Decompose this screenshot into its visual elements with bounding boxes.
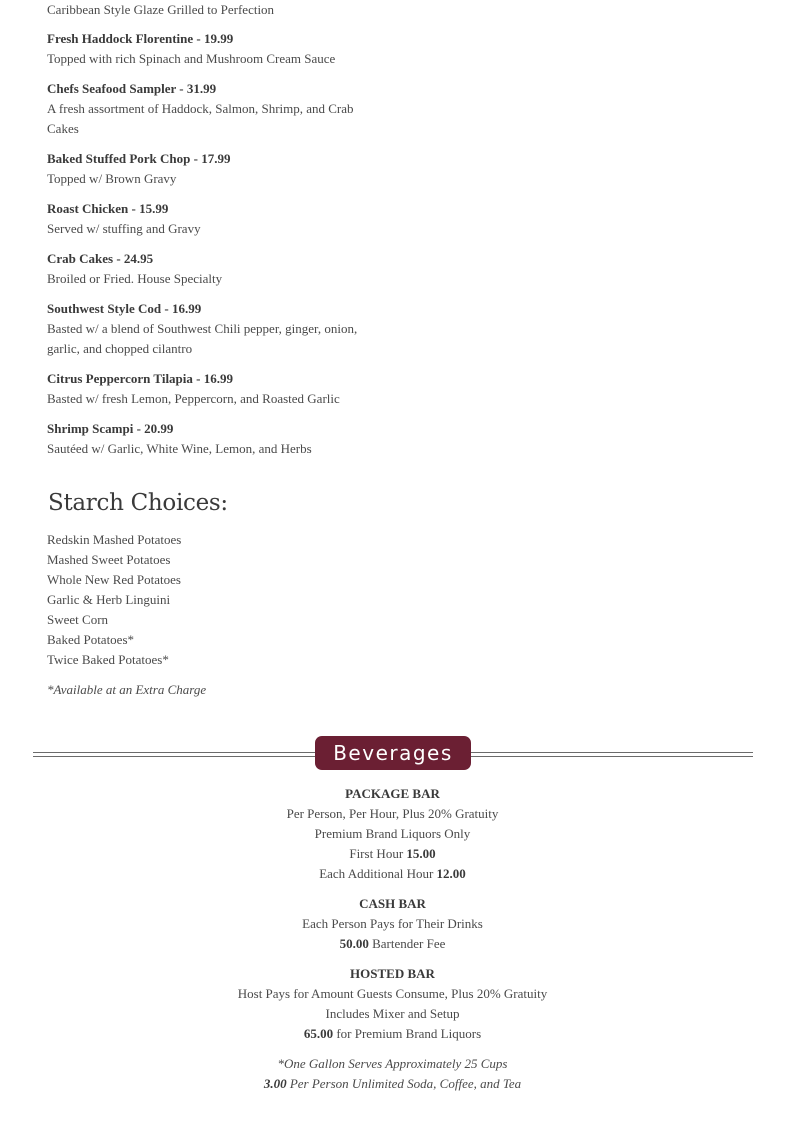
entree-name: Chefs Seafood Sampler - 31.99 [47,81,217,96]
starch-title: Starch Choices: [48,490,228,516]
hosted-price: 65.00 [303,1026,334,1041]
entree-description: Broiled or Fried. House Specialty [47,271,223,286]
entree-item [47,299,377,359]
package-bar-heading: PACKAGE BAR [345,786,440,801]
soda-price: 3.00 [263,1076,287,1091]
entree-item [47,29,377,69]
entree-description: Basted w/ fresh Lemon, Peppercorn, and Roasted Garlic [47,391,340,406]
package-first-hour [0,844,785,864]
soda-note [0,1074,785,1094]
entree-item [47,249,377,289]
starch-item: Mashed Sweet Potatoes [47,552,171,567]
entree-description: Served w/ stuffing and Gravy [47,221,201,236]
starch-item: Twice Baked Potatoes* [47,652,169,667]
hosted-price-label: for Premium Brand Liquors [336,1026,482,1041]
entree-name: Southwest Style Cod - 16.99 [47,301,202,316]
hosted-bar-price [0,1024,785,1044]
entree-name: Fresh Haddock Florentine - 19.99 [47,31,234,46]
entree-name: Citrus Peppercorn Tilapia - 16.99 [47,371,233,386]
entree-description: Sautéed w/ Garlic, White Wine, Lemon, and Herbs [47,441,312,456]
entree-name: Crab Cakes - 24.95 [47,251,154,266]
starch-item: Garlic & Herb Linguini [47,592,171,607]
starch-note: *Available at an Extra Charge [47,682,207,697]
hosted-bar-line: Host Pays for Amount Guests Consume, Plus 20% Gratuity [237,986,548,1001]
beverages-title: Beverages [315,736,471,770]
cash-bar-heading: CASH BAR [359,896,426,911]
starch-item: Sweet Corn [47,612,109,627]
soda-label: Per Person Unlimited Soda, Coffee, and Tea [289,1076,522,1091]
cash-bar-fee [0,934,785,954]
entree-item [47,149,377,189]
package-bar-line: Premium Brand Liquors Only [314,826,471,841]
first-hour-label: First Hour [349,846,404,861]
entree-item [47,79,377,139]
first-hour-price: 15.00 [406,846,436,861]
additional-hour-price: 12.00 [436,866,466,881]
entree-description-fragment: Caribbean Style Glaze Grilled to Perfection [47,2,275,17]
bartender-fee-label: Bartender Fee [372,936,446,951]
starch-list [47,530,181,670]
additional-hour-label: Each Additional Hour [319,866,434,881]
entree-item [47,419,377,459]
entree-name: Shrimp Scampi - 20.99 [47,421,174,436]
hosted-bar-heading: HOSTED BAR [350,966,435,981]
package-additional-hour [0,864,785,884]
entree-description: Topped w/ Brown Gravy [47,171,177,186]
gallon-note: *One Gallon Serves Approximately 25 Cups [277,1056,508,1071]
hosted-bar-line: Includes Mixer and Setup [325,1006,460,1021]
entree-item [47,369,377,409]
bartender-fee-price: 50.00 [339,936,369,951]
entree-description: Topped with rich Spinach and Mushroom Cream Sauce [47,51,336,66]
starch-item: Whole New Red Potatoes [47,572,181,587]
starch-item: Baked Potatoes* [47,632,135,647]
package-bar-line: Per Person, Per Hour, Plus 20% Gratuity [286,806,499,821]
entree-description: Basted w/ a blend of Southwest Chili pepper, ginger, onion, garlic, and chopped cilantro [47,321,358,356]
cash-bar-line: Each Person Pays for Their Drinks [302,916,483,931]
entree-description: A fresh assortment of Haddock, Salmon, Shrimp, and Crab Cakes [47,101,354,136]
entree-item [47,199,377,239]
entree-name: Baked Stuffed Pork Chop - 17.99 [47,151,231,166]
entree-name: Roast Chicken - 15.99 [47,201,169,216]
starch-item: Redskin Mashed Potatoes [47,532,182,547]
